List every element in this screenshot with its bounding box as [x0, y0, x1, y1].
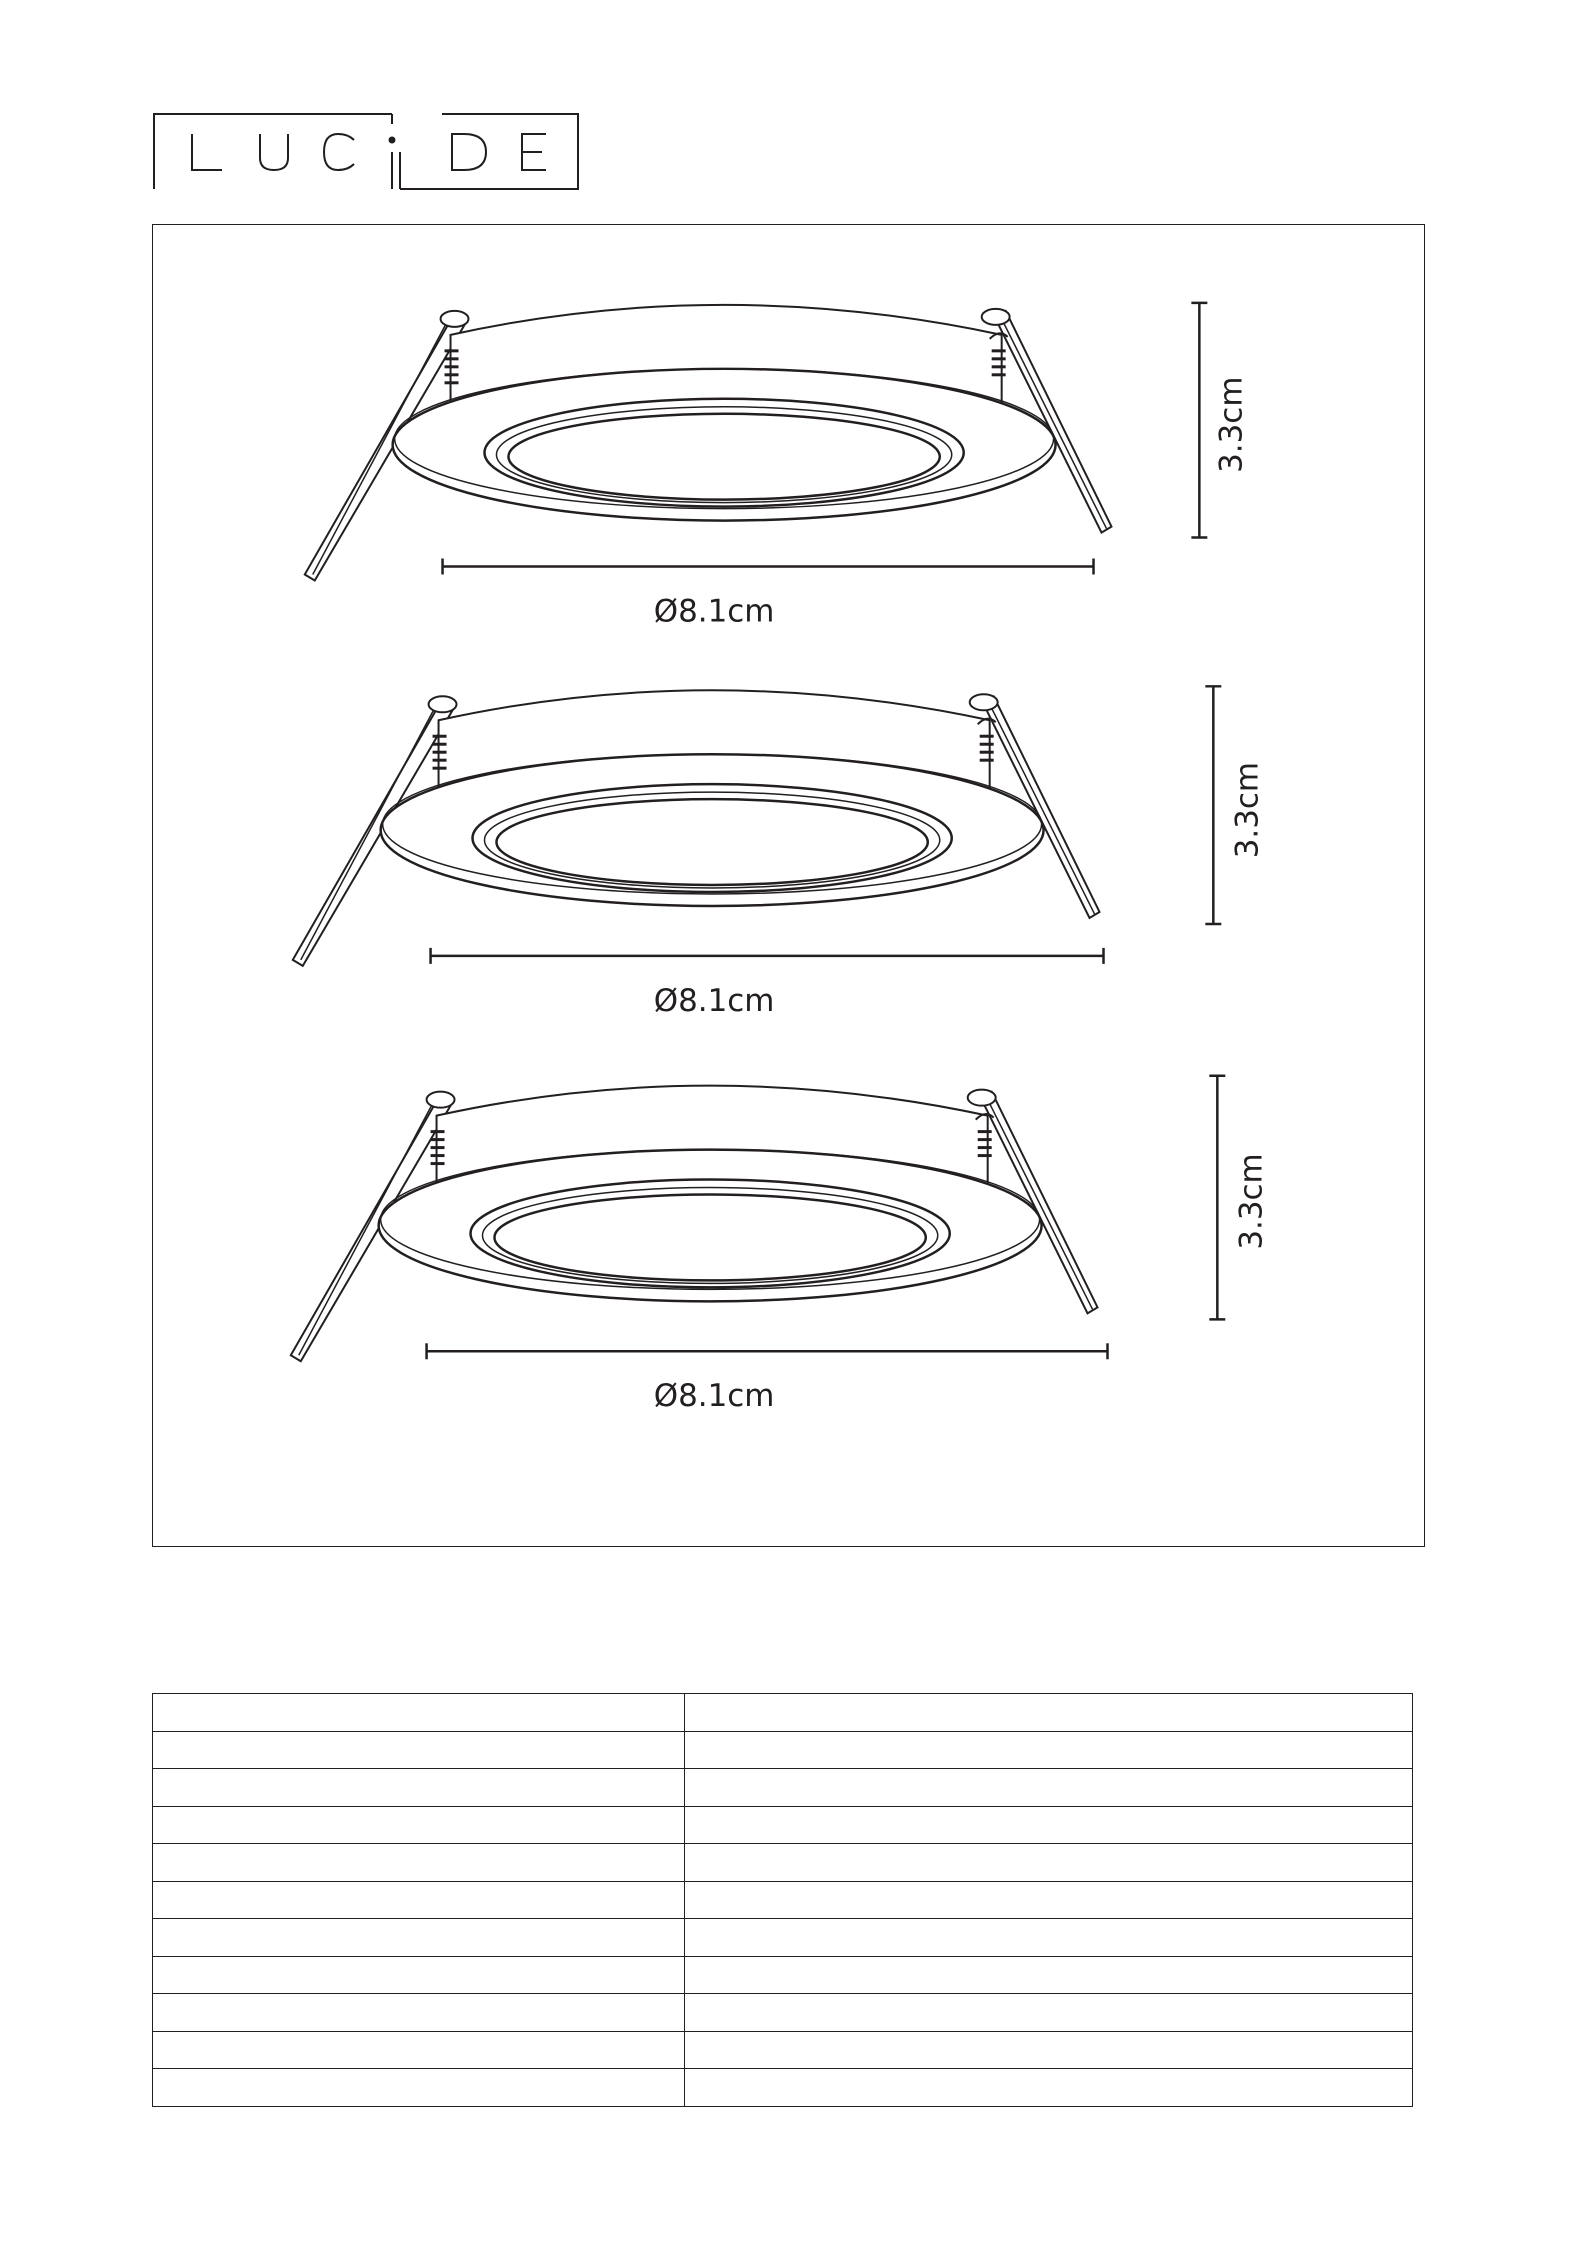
spec-key-cell [153, 1844, 685, 1882]
table-row [153, 2069, 1413, 2107]
spec-value-cell [685, 1881, 1413, 1919]
spec-key-cell [153, 1956, 685, 1994]
table-row [153, 1844, 1413, 1882]
diameter-label-1: Ø8.1cm [653, 593, 775, 630]
height-label-3: 3.3cm [1233, 1153, 1270, 1250]
table-row [153, 1881, 1413, 1919]
table-row [153, 1919, 1413, 1957]
spec-value-cell [685, 1806, 1413, 1844]
spec-table [152, 1693, 1413, 2107]
spec-key-cell [153, 1919, 685, 1957]
table-row [153, 1994, 1413, 2032]
technical-drawing-frame [152, 224, 1425, 1547]
brand-logo [152, 112, 580, 190]
spotlight-drawing-1 [305, 303, 1250, 629]
spec-key-cell [153, 2031, 685, 2069]
spec-value-cell [685, 1919, 1413, 1957]
spec-value-cell [685, 1731, 1413, 1769]
table-row [153, 1694, 1413, 1732]
spec-value-cell [685, 1994, 1413, 2032]
height-label-2: 3.3cm [1229, 761, 1266, 859]
spec-value-cell [685, 1769, 1413, 1807]
table-row [153, 1956, 1413, 1994]
spec-value-cell [685, 1844, 1413, 1882]
table-row [153, 1806, 1413, 1844]
spec-key-cell [153, 1994, 685, 2032]
diameter-label-3: Ø8.1cm [653, 1378, 775, 1415]
table-row [153, 1731, 1413, 1769]
diameter-label-2: Ø8.1cm [653, 982, 775, 1019]
spotlight-drawing-3 [291, 1076, 1269, 1414]
spec-key-cell [153, 1731, 685, 1769]
table-row [153, 2031, 1413, 2069]
spec-value-cell [685, 1694, 1413, 1732]
spec-value-cell [685, 2031, 1413, 2069]
spotlight-drawing-2 [293, 686, 1265, 1018]
spec-value-cell [685, 1956, 1413, 1994]
spec-key-cell [153, 2069, 685, 2107]
spec-key-cell [153, 1881, 685, 1919]
spec-key-cell [153, 1769, 685, 1807]
spec-key-cell [153, 1806, 685, 1844]
spec-value-cell [685, 2069, 1413, 2107]
spec-key-cell [153, 1694, 685, 1732]
table-row [153, 1769, 1413, 1807]
height-label-1: 3.3cm [1213, 376, 1250, 473]
